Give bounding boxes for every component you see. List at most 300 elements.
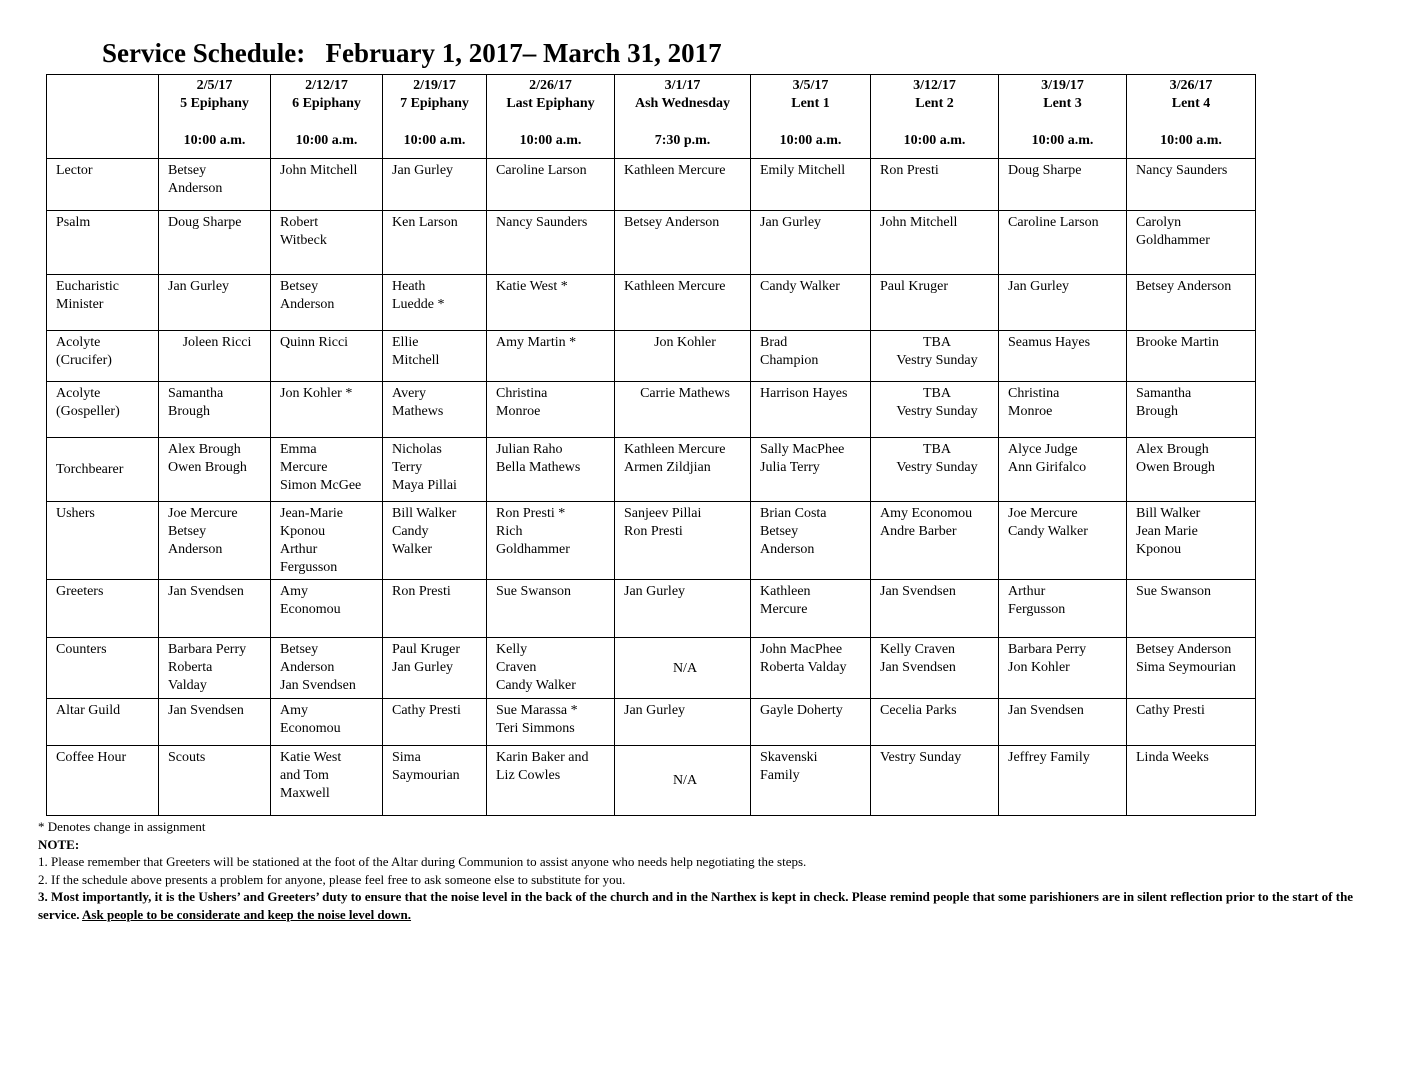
assignee-name: Economou [280, 602, 341, 617]
header-spacer [617, 113, 748, 132]
assignee-name: Kponou [1136, 542, 1182, 557]
row-label [47, 211, 159, 275]
asterisk-note: * Denotes change in assignment [38, 819, 206, 834]
assignee-name: Anderson [168, 542, 223, 557]
row-label [47, 746, 159, 816]
assignee-name: Candy [392, 524, 429, 539]
assignee-name: TBA [923, 335, 951, 350]
assignee-name: Jan Svendsen [880, 584, 956, 599]
assignee-name: Jan Gurley [624, 703, 686, 718]
schedule-cell [271, 211, 383, 275]
assignee-name: Christina [1008, 386, 1060, 401]
assignee-name: Sue Swanson [1136, 584, 1212, 599]
assignee-name: Amy [280, 703, 308, 718]
assignee-name: Barbara Perry [1008, 642, 1087, 657]
row-label-line: Torchbearer [56, 462, 124, 477]
assignee-name: Ron Presti * [496, 506, 566, 521]
schedule-cell [1127, 331, 1256, 382]
row-label-line: Acolyte [56, 386, 101, 401]
assignee-name: Luedde * [392, 297, 445, 312]
assignee-name: Witbeck [280, 233, 327, 248]
schedule-cell [1127, 638, 1256, 699]
assignee-name: Ron Presti [880, 163, 939, 178]
schedule-cell [159, 159, 271, 211]
assignee-name: Brooke Martin [1136, 335, 1219, 350]
assignee-name: Amy [280, 584, 308, 599]
schedule-cell [751, 438, 871, 502]
schedule-cell [999, 211, 1127, 275]
schedule-cell [871, 382, 999, 438]
schedule-cell [999, 159, 1127, 211]
schedule-cell [615, 275, 751, 331]
schedule-cell [1127, 699, 1256, 746]
row-label [47, 699, 159, 746]
assignee-name: N/A [672, 660, 698, 676]
column-name: Lent 3 [1043, 96, 1082, 111]
assignee-name: Kathleen [760, 584, 811, 599]
assignee-name: Kathleen Mercure [624, 279, 726, 294]
schedule-cell [999, 699, 1127, 746]
assignee-name: Candy Walker [1008, 524, 1088, 539]
schedule-cell [271, 159, 383, 211]
schedule-cell [159, 331, 271, 382]
assignee-name: Jan Svendsen [280, 678, 356, 693]
schedule-table [46, 74, 1256, 816]
assignee-name: Goldhammer [496, 542, 570, 557]
column-name: Last Epiphany [506, 96, 595, 111]
row-label [47, 159, 159, 211]
row-label [47, 438, 159, 502]
assignee-name: Vestry Sunday [896, 404, 978, 419]
assignee-name: Julia Terry [760, 460, 820, 475]
assignee-name: Mitchell [392, 353, 440, 368]
schedule-cell [271, 580, 383, 638]
column-date: 3/5/17 [792, 78, 829, 93]
assignee-name: and Tom [280, 768, 329, 783]
assignee-name: Jan Gurley [392, 660, 454, 675]
schedule-cell [751, 699, 871, 746]
schedule-cell [999, 746, 1127, 816]
assignee-name: Carrie Mathews [640, 386, 730, 401]
schedule-cell [1127, 746, 1256, 816]
assignee-name: TBA [923, 386, 951, 401]
header-spacer [1001, 113, 1124, 132]
assignee-name: Sima [392, 750, 421, 765]
schedule-cell [751, 275, 871, 331]
assignee-name: Arthur [1008, 584, 1046, 599]
header-row [47, 75, 1256, 159]
note-3-text: 3. Most importantly, it is the Ushers’ and Greeters’ duty to ensure that the noise level in the back of the church and in the Narthex is kept in check. Please remind people that some parishioners are in silent reflection prior to the start of the service. [38, 889, 1354, 922]
schedule-cell [751, 502, 871, 580]
schedule-cell [271, 438, 383, 502]
assignee-name: Nicholas [392, 442, 442, 457]
schedule-cell [159, 502, 271, 580]
row-label [47, 502, 159, 580]
assignee-name: Paul Kruger [880, 279, 949, 294]
schedule-cell [383, 746, 487, 816]
assignee-name: Gayle Doherty [760, 703, 843, 718]
assignee-name: Harrison Hayes [760, 386, 848, 401]
row-label-line: Coffee Hour [56, 750, 127, 765]
assignee-name: Kathleen Mercure [624, 163, 726, 178]
schedule-cell [871, 438, 999, 502]
schedule-cell [271, 746, 383, 816]
assignee-name: Cathy Presti [392, 703, 461, 718]
schedule-cell [159, 275, 271, 331]
assignee-name: Cecelia Parks [880, 703, 957, 718]
header-spacer [1129, 113, 1253, 132]
assignee-name: Armen Zildjian [624, 460, 711, 475]
schedule-cell [615, 382, 751, 438]
assignee-name: Maxwell [280, 786, 330, 801]
assignee-name: Karin Baker and [496, 750, 589, 765]
schedule-cell [615, 502, 751, 580]
column-time: 7:30 p.m. [654, 133, 711, 148]
column-header [871, 75, 999, 159]
assignee-name: N/A [672, 773, 698, 788]
assignee-name: Brough [168, 404, 210, 419]
schedule-cell [999, 438, 1127, 502]
assignee-name: Doug Sharpe [168, 215, 242, 230]
schedule-cell [1127, 211, 1256, 275]
assignee-name: Brad [760, 335, 788, 350]
assignee-name: Jean-Marie [280, 506, 343, 521]
page-title: Service Schedule: February 1, 2017– March 31, 2017 [102, 38, 722, 68]
column-date: 3/12/17 [913, 78, 956, 93]
assignee-name: Maya Pillai [392, 478, 457, 493]
assignee-name: Caroline Larson [1008, 215, 1099, 230]
schedule-cell [615, 746, 751, 816]
assignee-name: Walker [392, 542, 433, 557]
assignee-name: Sue Swanson [496, 584, 572, 599]
schedule-cell [1127, 382, 1256, 438]
schedule-cell [383, 331, 487, 382]
schedule-cell [615, 580, 751, 638]
schedule-cell [871, 211, 999, 275]
assignee-name: Liz Cowles [496, 768, 561, 783]
note-1: 1. Please remember that Greeters will be stationed at the foot of the Altar during Communion to assist anyone who needs help negotiating the steps. [38, 854, 807, 869]
schedule-cell [487, 331, 615, 382]
assignee-name: Economou [280, 721, 341, 736]
column-name: Lent 1 [791, 96, 830, 111]
assignee-name: Mathews [392, 404, 444, 419]
assignee-name: Fergusson [1008, 602, 1066, 617]
schedule-cell [159, 746, 271, 816]
schedule-cell [159, 580, 271, 638]
assignee-name: Betsey Anderson [1136, 642, 1232, 657]
column-name: Ash Wednesday [634, 96, 731, 111]
schedule-row [47, 211, 1256, 275]
header-spacer [273, 113, 380, 132]
schedule-cell [615, 331, 751, 382]
assignee-name: Fergusson [280, 560, 338, 575]
column-date: 2/19/17 [413, 78, 456, 93]
row-label-line: Psalm [56, 215, 91, 230]
row-label-line: Ushers [56, 506, 95, 521]
assignee-name: John Mitchell [880, 215, 958, 230]
schedule-cell [487, 746, 615, 816]
assignee-name: Owen Brough [1136, 460, 1215, 475]
assignee-name: Brough [1136, 404, 1178, 419]
schedule-cell [383, 502, 487, 580]
column-header [999, 75, 1127, 159]
assignee-name: Simon McGee [280, 478, 362, 493]
assignee-name: Jan Svendsen [168, 584, 244, 599]
column-time: 10:00 a.m. [295, 133, 358, 148]
column-time: 10:00 a.m. [1031, 133, 1094, 148]
assignee-name: Doug Sharpe [1008, 163, 1082, 178]
row-label-line: Lector [56, 163, 93, 178]
schedule-cell [871, 275, 999, 331]
assignee-name: Teri Simmons [496, 721, 575, 736]
assignee-name: Bill Walker [392, 506, 457, 521]
schedule-cell [383, 159, 487, 211]
assignee-name: Brian Costa [760, 506, 827, 521]
schedule-cell [383, 211, 487, 275]
assignee-name: Saymourian [392, 768, 460, 783]
assignee-name: Samantha [168, 386, 224, 401]
header-spacer [161, 113, 268, 132]
assignee-name: Valday [168, 678, 207, 693]
column-name: 5 Epiphany [180, 96, 249, 111]
assignee-name: Jon Kohler * [280, 386, 353, 401]
assignee-name: Jeffrey Family [1008, 750, 1090, 765]
schedule-cell [999, 638, 1127, 699]
row-label [47, 638, 159, 699]
schedule-cell [487, 502, 615, 580]
assignee-name: John Mitchell [280, 163, 358, 178]
schedule-cell [1127, 159, 1256, 211]
assignee-name: Betsey [168, 524, 207, 539]
assignee-name: Robert [280, 215, 319, 230]
column-name: Lent 2 [915, 96, 954, 111]
assignee-name: Quinn Ricci [280, 335, 349, 350]
schedule-cell [615, 699, 751, 746]
column-name: Lent 4 [1171, 96, 1211, 111]
assignee-name: Jan Gurley [168, 279, 230, 294]
assignee-name: Emily Mitchell [760, 163, 846, 178]
column-name: 7 Epiphany [400, 96, 469, 111]
schedule-cell [751, 382, 871, 438]
assignee-name: Julian Raho [496, 442, 563, 457]
column-time: 10:00 a.m. [519, 133, 582, 148]
assignee-name: Ellie [392, 335, 419, 350]
column-header [487, 75, 615, 159]
schedule-cell [487, 382, 615, 438]
assignee-name: Christina [496, 386, 548, 401]
schedule-cell [999, 502, 1127, 580]
corner-cell [47, 75, 159, 159]
schedule-cell [999, 580, 1127, 638]
assignee-name: John MacPhee [760, 642, 843, 657]
assignee-name: Nancy Saunders [1136, 163, 1228, 178]
assignee-name: Monroe [496, 404, 541, 419]
assignee-name: Jon Kohler [654, 335, 716, 350]
header-spacer [753, 113, 868, 132]
schedule-cell [871, 699, 999, 746]
assignee-name: Vestry Sunday [896, 460, 978, 475]
schedule-cell [871, 502, 999, 580]
assignee-name: Katie West [280, 750, 342, 765]
assignee-name: Alyce Judge [1008, 442, 1078, 457]
column-header [751, 75, 871, 159]
assignee-name: Family [760, 768, 800, 783]
schedule-cell [751, 746, 871, 816]
assignee-name: Anderson [280, 660, 335, 675]
assignee-name: Betsey [280, 642, 319, 657]
schedule-cell [383, 699, 487, 746]
column-time: 10:00 a.m. [1160, 133, 1222, 148]
assignee-name: Rich [496, 524, 523, 539]
assignee-name: Joe Mercure [168, 506, 238, 521]
row-label-line: Counters [56, 642, 107, 657]
row-label [47, 331, 159, 382]
assignee-name: Katie West * [496, 279, 568, 294]
schedule-cell [871, 746, 999, 816]
schedule-cell [271, 275, 383, 331]
header-spacer [873, 113, 996, 132]
assignee-name: Vestry Sunday [896, 353, 978, 368]
assignee-name: Linda Weeks [1136, 750, 1209, 765]
schedule-cell [999, 382, 1127, 438]
schedule-cell [487, 159, 615, 211]
column-time: 10:00 a.m. [403, 133, 466, 148]
row-label-line: Greeters [56, 584, 104, 599]
assignee-name: Craven [496, 660, 537, 675]
schedule-cell [271, 699, 383, 746]
column-date: 2/12/17 [305, 78, 348, 93]
header-spacer [385, 113, 484, 132]
assignee-name: Alex Brough [168, 442, 241, 457]
assignee-name: Mercure [280, 460, 328, 475]
schedule-cell [871, 638, 999, 699]
notes-section [38, 818, 1378, 923]
schedule-cell [159, 211, 271, 275]
row-label-line: (Crucifer) [56, 353, 112, 368]
assignee-name: Ann Girifalco [1008, 460, 1087, 475]
column-header [615, 75, 751, 159]
schedule-cell [751, 159, 871, 211]
assignee-name: Barbara Perry [168, 642, 247, 657]
schedule-cell [383, 438, 487, 502]
assignee-name: Ron Presti [624, 524, 683, 539]
column-name: 6 Epiphany [292, 96, 361, 111]
assignee-name: Amy Martin * [496, 335, 577, 350]
assignee-name: Betsey [168, 163, 207, 178]
assignee-name: Candy Walker [496, 678, 576, 693]
schedule-cell [751, 580, 871, 638]
assignee-name: Anderson [280, 297, 335, 312]
assignee-name: Goldhammer [1136, 233, 1210, 248]
assignee-name: Alex Brough [1136, 442, 1209, 457]
schedule-cell [487, 699, 615, 746]
assignee-name: Kelly Craven [880, 642, 956, 657]
schedule-row [47, 275, 1256, 331]
assignee-name: Kelly [496, 642, 528, 657]
note-3 [38, 888, 1378, 923]
schedule-cell [751, 331, 871, 382]
column-date: 3/1/17 [664, 78, 701, 93]
column-header [1127, 75, 1256, 159]
schedule-cell [1127, 275, 1256, 331]
assignee-name: Scouts [168, 750, 206, 765]
assignee-name: Caroline Larson [496, 163, 587, 178]
schedule-row [47, 746, 1256, 816]
assignee-name: Avery [392, 386, 426, 401]
assignee-name: Emma [280, 442, 317, 457]
assignee-name: Skavenski [760, 750, 818, 765]
assignee-name: Ron Presti [392, 584, 451, 599]
assignee-name: Anderson [168, 181, 223, 196]
column-time: 10:00 a.m. [183, 133, 246, 148]
row-label [47, 275, 159, 331]
row-label-line: (Gospeller) [56, 404, 120, 419]
schedule-cell [615, 211, 751, 275]
row-label-line: Acolyte [56, 335, 101, 350]
column-header [383, 75, 487, 159]
row-label-line: Minister [56, 297, 104, 312]
column-date: 3/19/17 [1041, 78, 1084, 93]
schedule-cell [615, 159, 751, 211]
assignee-name: Roberta Valday [760, 660, 847, 675]
assignee-name: Andre Barber [880, 524, 957, 539]
schedule-row [47, 502, 1256, 580]
assignee-name: Seamus Hayes [1008, 335, 1091, 350]
header-spacer [489, 113, 612, 132]
schedule-cell [383, 638, 487, 699]
schedule-cell [999, 331, 1127, 382]
note-heading: NOTE: [38, 836, 80, 852]
column-header [271, 75, 383, 159]
column-time: 10:00 a.m. [779, 133, 842, 148]
column-header [159, 75, 271, 159]
schedule-cell [871, 331, 999, 382]
assignee-name: Jan Svendsen [168, 703, 244, 718]
assignee-name: Kponou [280, 524, 326, 539]
assignee-name: Betsey [760, 524, 799, 539]
assignee-name: Jan Gurley [1008, 279, 1070, 294]
note-3-underlined: Ask people to be considerate and keep the noise level down. [82, 906, 412, 922]
schedule-cell [383, 275, 487, 331]
assignee-name: Vestry Sunday [880, 750, 962, 765]
schedule-cell [1127, 438, 1256, 502]
column-date: 2/5/17 [196, 78, 233, 93]
schedule-cell [271, 502, 383, 580]
schedule-cell [751, 211, 871, 275]
assignee-name: Heath [392, 279, 426, 294]
assignee-name: Joe Mercure [1008, 506, 1078, 521]
schedule-cell [487, 638, 615, 699]
schedule-row [47, 438, 1256, 502]
assignee-name: Betsey Anderson [1136, 279, 1232, 294]
assignee-name: Anderson [760, 542, 815, 557]
column-date: 3/26/17 [1169, 78, 1213, 93]
schedule-row [47, 331, 1256, 382]
assignee-name: Monroe [1008, 404, 1053, 419]
assignee-name: Kathleen Mercure [624, 442, 726, 457]
schedule-cell [159, 382, 271, 438]
assignee-name: Sue Marassa * [496, 703, 578, 718]
note-2: 2. If the schedule above presents a problem for anyone, please feel free to ask someone else to substitute for you. [38, 871, 626, 887]
schedule-row [47, 580, 1256, 638]
assignee-name: Cathy Presti [1136, 703, 1205, 718]
assignee-name: Jan Svendsen [880, 660, 956, 675]
assignee-name: Betsey [280, 279, 319, 294]
schedule-cell [999, 275, 1127, 331]
assignee-name: Arthur [280, 542, 318, 557]
assignee-name: Samantha [1136, 386, 1192, 401]
schedule-row [47, 159, 1256, 211]
